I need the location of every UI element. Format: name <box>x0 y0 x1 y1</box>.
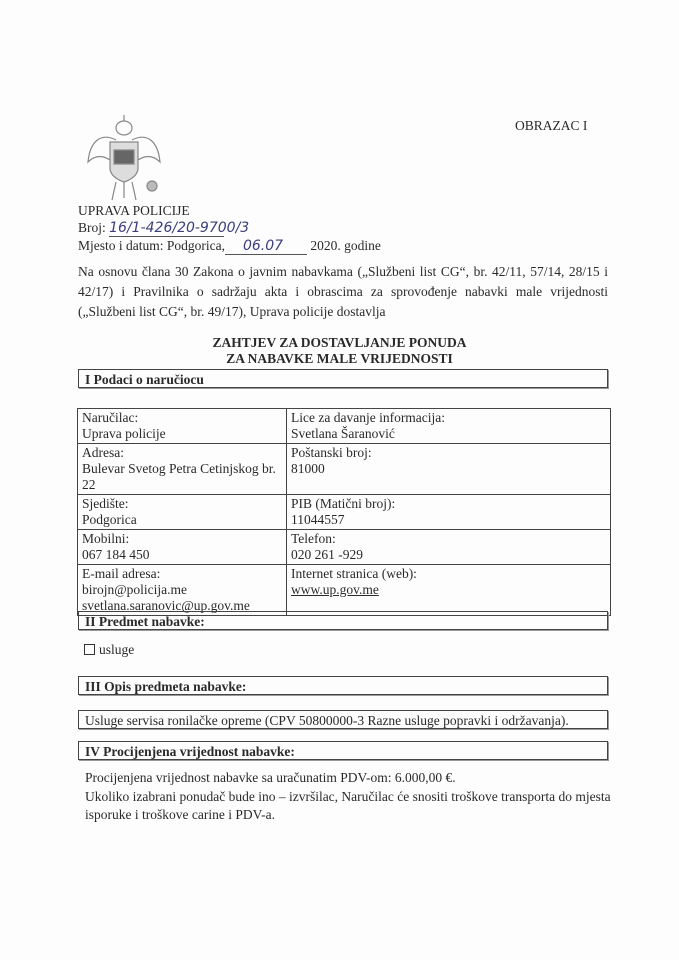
field-value[interactable]: www.up.gov.me <box>291 582 379 597</box>
foreign-bidder-note-line1: Ukoliko izabrani ponudač bude ino – izvršilac, Naručilac će snositi troškove transporta do mjesta <box>85 789 611 804</box>
field-label: Adresa: <box>82 445 124 460</box>
contracting-authority-table <box>77 408 611 616</box>
table-row <box>78 530 611 565</box>
table-cell <box>78 530 287 565</box>
document-title-line1: ZAHTJEV ZA DOSTAVLJANJE PONUDA <box>212 335 467 350</box>
table-cell <box>287 530 611 565</box>
table-cell <box>78 565 287 616</box>
field-value: Uprava policije <box>82 426 166 441</box>
table-cell <box>78 444 287 495</box>
section4-heading: IV Procijenjena vrijednost nabavke: <box>78 741 608 760</box>
intro-paragraph: Na osnovu člana 30 Zakona o javnim nabavkama („Službeni list CG“, br. 42/11, 57/14, 28/15 i 42/17) i Pravilnika o sadržaju akta i obrascima za sprovođenje nabavki male vrijednosti („Službeni list CG“, br. 49/17), Uprava policije dostavlja <box>78 264 608 319</box>
document-title-line2: ZA NABAVKE MALE VRIJEDNOSTI <box>226 351 453 366</box>
field-value: 11044557 <box>291 512 345 527</box>
table-row <box>78 409 611 444</box>
option-label: usluge <box>99 642 135 657</box>
field-value: Bulevar Svetog Petra Cetinjskog br. 22 <box>82 461 276 492</box>
field-label: Internet stranica (web): <box>291 566 417 581</box>
procurement-description: Usluge servisa ronilačke opreme (CPV 50800000-3 Razne usluge popravki i održavanja). <box>78 710 608 729</box>
service-option <box>84 642 134 658</box>
field-label: PIB (Matični broj): <box>291 496 396 511</box>
field-value: 020 261 -929 <box>291 547 363 562</box>
table-row <box>78 565 611 616</box>
document-number <box>78 220 250 237</box>
number-handwritten: 16/1-426/20-9700/3 <box>109 220 250 236</box>
table-cell <box>78 409 287 444</box>
table-cell <box>78 495 287 530</box>
field-value: Podgorica <box>82 512 137 527</box>
table-cell <box>287 409 611 444</box>
institution-name: UPRAVA POLICIJE <box>78 203 190 218</box>
foreign-bidder-note-line2: isporuke i troškove carine i PDV-a. <box>85 807 275 822</box>
field-label: Sjedište: <box>82 496 129 511</box>
field-label: E-mail adresa: <box>82 566 161 581</box>
field-label: Mobilni: <box>82 531 130 546</box>
table-cell <box>287 565 611 616</box>
field-value: 067 184 450 <box>82 547 150 562</box>
coat-of-arms-emblem <box>86 112 162 204</box>
place-date-label: Mjesto i datum: Podgorica, <box>78 238 225 253</box>
field-label: Naručilac: <box>82 410 139 425</box>
field-value[interactable]: svetlana.saranovic@up.gov.me <box>82 598 250 613</box>
form-label: OBRAZAC I <box>515 118 588 133</box>
table-cell <box>287 444 611 495</box>
date-handwritten: 06.07 <box>225 238 307 255</box>
estimated-value: Procijenjena vrijednost nabavke sa uračunatim PDV-om: 6.000,00 €. <box>85 770 456 785</box>
field-label: Lice za davanje informacija: <box>291 410 446 425</box>
checkbox[interactable] <box>84 644 95 655</box>
table-row <box>78 495 611 530</box>
section1-heading: I Podaci o naručiocu <box>78 369 608 388</box>
number-label: Broj: <box>78 220 106 235</box>
place-date <box>78 238 381 255</box>
field-value: 81000 <box>291 461 325 476</box>
field-value: Svetlana Šaranović <box>291 426 395 441</box>
field-label: Telefon: <box>291 531 336 546</box>
field-label: Poštanski broj: <box>291 445 372 460</box>
section2-heading: II Predmet nabavke: <box>78 611 608 630</box>
table-cell <box>287 495 611 530</box>
year-suffix: 2020. godine <box>310 238 381 253</box>
section3-heading: III Opis predmeta nabavke: <box>78 676 608 695</box>
table-row <box>78 444 611 495</box>
field-value[interactable]: birojn@policija.me <box>82 582 188 597</box>
